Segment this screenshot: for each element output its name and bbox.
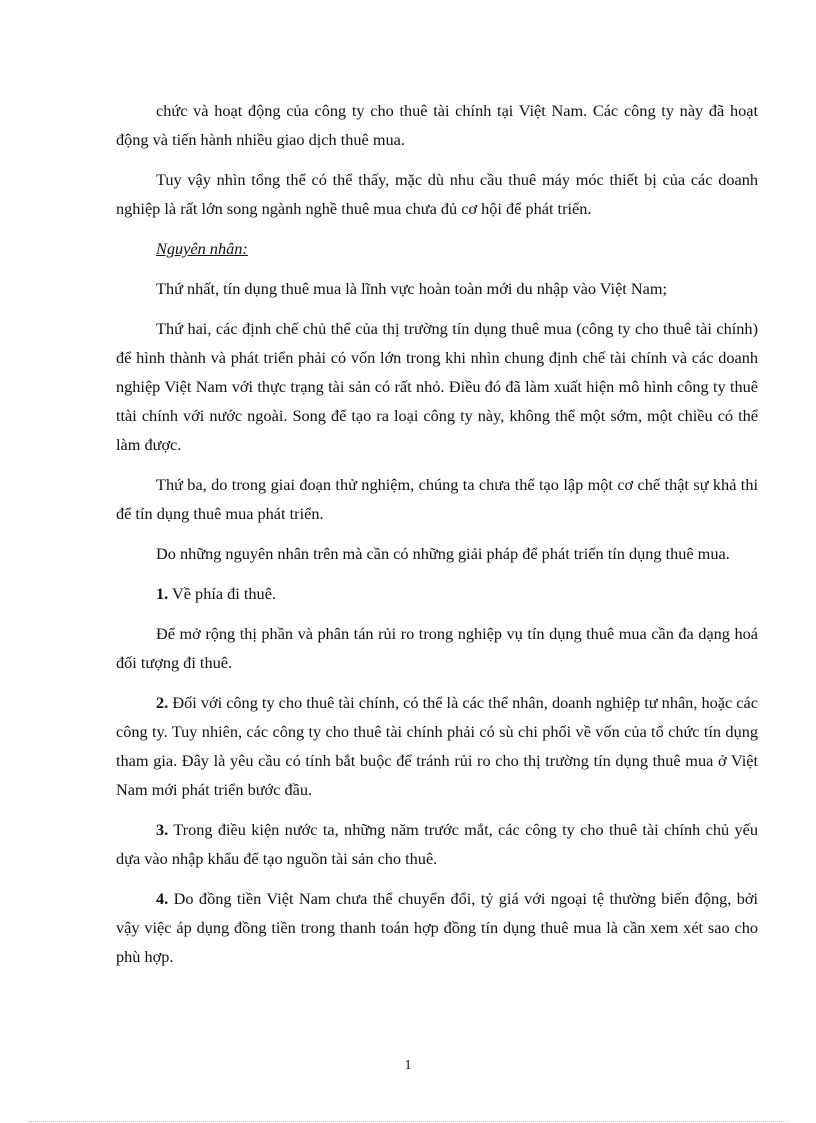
item-text: Đối với công ty cho thuê tài chính, có thể là các thể nhân, doanh nghiệp tư nhân, hoặc các công ty. Tuy nhiên, các công ty cho thuê tài chính phải có sù chi phối về vốn của tổ chức tín dụng tham gia. Đây là yêu cầu có tính bắt buộc để tránh rủi ro cho thị trường tín dụng thuê mua ở Việt Nam mới phát triển bước đầu. [116,693,758,799]
numbered-item [116,884,758,971]
item-text: Do đồng tiền Việt Nam chưa thể chuyển đổi, tỷ giá với ngoại tệ thường biến động, bởi vậy việc áp dụng đồng tiền trong thanh toán hợp đồng tín dụng thuê mua là cần xem xét sao cho phù hợp. [116,889,758,966]
item-text: Trong điều kiện nước ta, những năm trước mắt, các công ty cho thuê tài chính chủ yếu dựa vào nhập khẩu để tạo nguồn tài sản cho thuê. [116,820,758,868]
paragraph: Thứ ba, do trong giai đoạn thử nghiệm, chúng ta chưa thể tạo lập một cơ chế thật sự khả thi để tín dụng thuê mua phát triển. [116,475,758,523]
item-number: 1. [156,584,169,603]
paragraph: Thứ hai, các định chế chủ thể của thị trường tín dụng thuê mua (công ty cho thuê tài chính) để hình thành và phát triển phải có vốn lớn trong khi nhìn chung định chế tài chính và các doanh nghiệp Việt Nam với thực trạng tài sản có rất nhỏ. Điều đó đã làm xuất hiện mô hình công ty thuê ttài chính với nước ngoài. Song để tạo ra loại công ty này, không thể một sớm, một chiều có thể làm được. [116,319,758,454]
paragraph: chức và hoạt động của công ty cho thuê tài chính tại Việt Nam. Các công ty này đã hoạt động và tiến hành nhiều giao dịch thuê mua. [116,101,758,149]
paragraph: Do những nguyên nhân trên mà cần có những giải pháp để phát triển tín dụng thuê mua. [156,544,730,563]
numbered-item [116,688,758,804]
item-number: 2. [156,693,169,712]
item-number: 4. [156,889,169,908]
paragraph: Để mở rộng thị phần và phân tán rủi ro trong nghiệp vụ tín dụng thuê mua cần đa dạng hoá đối tượng đi thuê. [116,624,758,672]
paragraph: Thứ nhất, tín dụng thuê mua là lĩnh vực hoàn toàn mới du nhập vào Việt Nam; [156,279,668,298]
item-text: Về phía đi thuê. [172,584,276,603]
page-bottom-divider [28,1121,788,1122]
paragraph: Tuy vậy nhìn tổng thể có thể thấy, mặc dù nhu cầu thuê máy móc thiết bị của các doanh nghiệp là rất lớn song ngành nghề thuê mua chưa đủ cơ hội để phát triển. [116,170,758,218]
heading-text: Nguyên nhân: [156,239,248,258]
numbered-item [116,815,758,873]
numbered-item [116,579,758,608]
item-number: 3. [156,820,169,839]
page-number: 1 [404,1058,412,1073]
section-heading [116,234,758,263]
document-body [116,96,758,982]
